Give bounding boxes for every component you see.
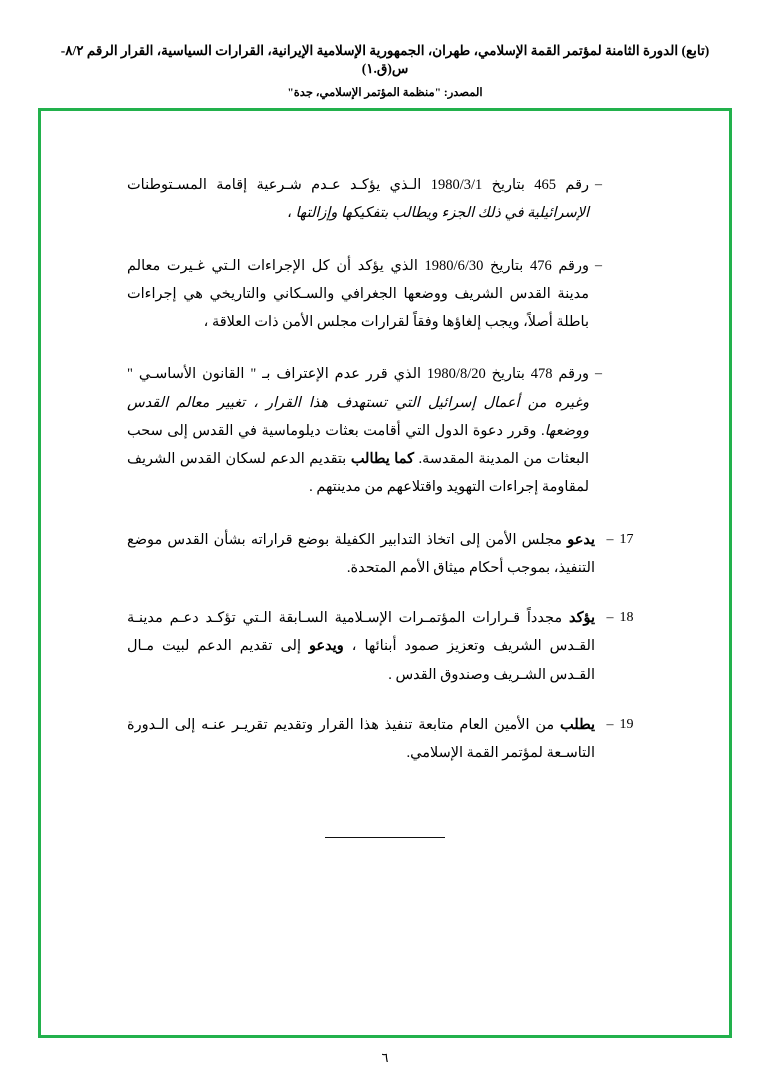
list-item-marker: – bbox=[595, 257, 602, 273]
list-item-dash: – bbox=[606, 610, 614, 626]
list-item bbox=[127, 711, 641, 768]
list-item-text bbox=[127, 526, 595, 583]
list-item-marker bbox=[595, 526, 641, 553]
text-segment: ، bbox=[287, 205, 296, 222]
text-segment-bold: يدعو bbox=[567, 531, 595, 548]
list-item bbox=[127, 604, 641, 689]
list-item-text bbox=[127, 360, 589, 501]
list-item-marker bbox=[595, 711, 641, 738]
document-body bbox=[127, 171, 641, 790]
list-item-number: 17 bbox=[619, 531, 634, 547]
list-item-dash: – bbox=[606, 531, 614, 547]
list-item-text bbox=[127, 711, 595, 768]
text-segment: . وقرر دعوة الدول التي أقامت بعثات ديلوماسية في القدس إلى سحب البعثات من المدينة المقدسة. bbox=[127, 422, 589, 468]
list-item-number: 19 bbox=[619, 716, 634, 732]
text-segment: ورقم 476 بتاريخ 1980/6/30 الذي يؤكد أن كل الإجراءات الـتي غـيرت معالم مدينة القدس الشريف ووضعها الجغرافي والسـكاني والتاريخي هي إجراءات باطلة أصلاً، ويجب إلغاؤها وفقاً لقرارات مجلس الأمن ذات العلاقة ، bbox=[127, 257, 589, 331]
numbered-item-list bbox=[127, 526, 641, 768]
text-segment-bold: يؤكد bbox=[568, 610, 595, 627]
text-segment-italic: وغيره من أعمال إسرائيل التي تستهدف هذا القرار ، تغيير معالم القدس ووضعها bbox=[127, 394, 589, 439]
list-item bbox=[127, 526, 641, 583]
text-segment: رقم 465 بتاريخ 1980/3/1 الـذي يؤكـد عـدم شـرعية إقامة المسـتوطنات bbox=[127, 177, 589, 193]
text-segment-bold: ويدعو bbox=[308, 638, 344, 655]
list-item-text bbox=[127, 252, 589, 337]
list-item-marker bbox=[595, 604, 641, 631]
text-segment: مجدداً قـرارات المؤتمـرات الإسـلامية السـابقة الـتي تؤكـد دعـم مدينـة القـدس الشريف وتعزيز صمود أبنائها ، bbox=[127, 610, 595, 655]
text-segment: ورقم 478 بتاريخ 1980/8/20 الذي قرر عدم الإعتراف بـ " القانون الأساسـي " bbox=[127, 366, 590, 383]
list-item-marker: – bbox=[595, 177, 602, 192]
list-item-text bbox=[127, 604, 595, 689]
list-item bbox=[127, 171, 641, 228]
text-segment: مجلس الأمن إلى اتخاذ التدابير الكفيلة بوضع قراراته بشأن القدس موضع التنفيذ، بموجب أحكام ميثاق الأمم المتحدة. bbox=[127, 531, 595, 576]
list-item-number: 18 bbox=[619, 610, 634, 626]
list-item-dash: – bbox=[606, 716, 614, 732]
list-item-text bbox=[127, 171, 589, 228]
text-segment-bold: كما يطالب bbox=[350, 451, 415, 468]
text-segment: بتقديم الدعم لسكان القدس الشريف لمقاومة إجراءات التهويد واقتلاعهم من مدينتهم . bbox=[127, 451, 589, 496]
text-segment-bold: يطلب bbox=[560, 716, 595, 733]
list-item-marker: – bbox=[595, 366, 602, 382]
header-title: (تابع) الدورة الثامنة لمؤتمر القمة الإسلامي، طهران، الجمهورية الإسلامية الإيرانية، القرارات السياسية، القرار الرقم ٨/٢-س(ق.١) bbox=[60, 43, 710, 76]
horizontal-rule bbox=[41, 825, 729, 843]
document-header bbox=[0, 42, 770, 99]
page-number: ٦ bbox=[381, 1050, 389, 1065]
text-segment-italic: الإسرائيلية في ذلك الجزء ويطالب بتفكيكها وإزالتها bbox=[295, 205, 589, 222]
text-segment: إلى تقديم الدعم لبيت مـال القـدس الشـريف وصندوق القدس . bbox=[127, 638, 595, 683]
header-source: المصدر: "منظمة المؤتمر الإسلامي، جدة" bbox=[287, 87, 483, 100]
text-segment: من الأمين العام متابعة تنفيذ هذا القرار وتقديم تقريـر عنـه إلى الـدورة التاسـعة لمؤتمر القمة الإسلامي. bbox=[127, 716, 595, 762]
list-item bbox=[127, 360, 641, 501]
content-frame bbox=[38, 108, 732, 1038]
list-item bbox=[127, 252, 641, 337]
sub-item-list bbox=[127, 171, 641, 502]
